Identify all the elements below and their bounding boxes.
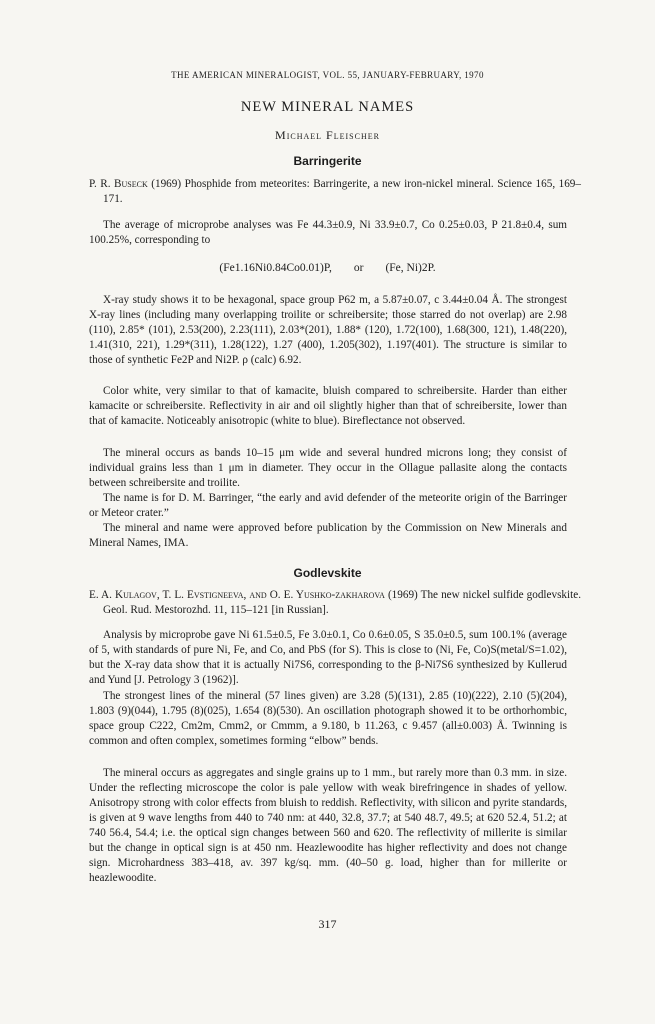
section-heading-godlevskite: Godlevskite [293, 566, 362, 580]
godlevskite-paragraph-1: Analysis by microprobe gave Ni 61.5±0.5, Fe 3.0±0.1, Co 0.6±0.05, S 35.0±0.5, sum 100.1% (average of 5, with standards of pure Ni, Fe, and Co, and PbS (for S). This is close to (Ni, Fe, Co)S(metal/S=1.02), but the X-ray data show that it is actually Ni7S6, corresponding to the β-Ni7S6 synthesized by Kullerud and Yund [J. Petrology 3 (1962)]. [89, 629, 567, 686]
citation-authors: E. A. Kulagov, T. L. Evstigneeva, and O. E. Yushko-zakharova [89, 589, 385, 601]
godlevskite-paragraph-3: The mineral occurs as aggregates and single grains up to 1 mm., but rarely more than 0.3 mm. in size. Under the reflecting microscope the color is pale yellow with weak birefringence in shades of yellow. Anisotropy strong with color effects from bluish to reddish. Reflectivity, with silicon and pyrite standards, is given at 9 wave lengths from 440 to 740 nm: at 440, 32.8, 37.7; at 540 48.7, 49.5; at 620 52.4, 51.2; at 740 56.4, 54.4; i.e. the optical sign changes between 560 and 620. The reflectivity of millerite is similar but the change in optical sign is at 450 nm. Heazlewoodite has higher reflectivity and does not change sign. Microhardness 383–418, av. 397 kg/sq. mm. (40–50 g. load, higher than for millerite or heazlewoodite. [89, 767, 567, 884]
barringerite-paragraph-3: Color white, very similar to that of kamacite, bluish compared to schreibersite. Harder than either kamacite or schreibersite. Reflectivity in air and oil slightly higher than that of schreibersite, lower than that of kamacite. Noticeably anisotropic (white to blue). Bireflectance not observed. [89, 385, 567, 427]
author-name: Michael Fleischer [275, 128, 380, 142]
barringerite-paragraph-1: The average of microprobe analyses was Fe 44.3±0.9, Ni 33.9±0.7, Co 0.25±0.03, P 21.8±0.4, sum 100.25%, corresponding to [89, 219, 567, 246]
citation-barringerite [89, 177, 581, 207]
citation-text: (1969) The new nickel sulfide godlevskite. Geol. Rud. Mestorozhd. 11, 115–121 [in Russian]. [103, 589, 582, 616]
formula-right: (Fe, Ni)2P. [385, 262, 436, 274]
barringerite-paragraph-6: The mineral and name were approved before publication by the Commission on New Minerals and Mineral Names, IMA. [89, 522, 567, 549]
godlevskite-paragraph-2: The strongest lines of the mineral (57 lines given) are 3.28 (5)(131), 2.85 (10)(222), 2.10 (5)(204), 1.803 (9)(044), 1.795 (8)(025), 1.654 (8)(530). An oscillation photograph showed it to be orthorhombic, space group C222, Cm2m, Cmm2, or Cmmm, a 9.180, b 11.263, c 9.457 (all±0.003) Å. Twinning is common and often complex, sometimes forming “elbow” bends. [89, 690, 567, 747]
formula-left: (Fe1.16Ni0.84Co0.01)P, [219, 262, 332, 274]
barringerite-paragraph-2: X-ray study shows it to be hexagonal, space group P62 m, a 5.87±0.07, c 3.44±0.04 Å. The strongest X-ray lines (including many overlapping troilite or schreibersite; those starred do not overlap) are 2.98 (110), 2.85* (101), 2.53(200), 2.23(111), 2.03*(201), 1.88* (120), 1.72(100), 1.68(300, 121), 1.48(220), 1.41(310, 221), 1.29*(311), 1.28(122), 1.27 (400), 1.205(302), 1.197(401). The structure is similar to those of synthetic Fe2P and Ni2P. ρ (calc) 6.92. [89, 294, 567, 366]
chemical-formula [0, 262, 655, 274]
citation-author: P. R. Buseck [89, 178, 148, 190]
barringerite-paragraph-4: The mineral occurs as bands 10–15 μm wide and several hundred microns long; they consist of individual grains less than 1 μm in diameter. They occur in the Ollague pallasite along the contacts between schreibersite and troilite. [89, 447, 567, 489]
citation-godlevskite [89, 588, 581, 618]
page-number: 317 [318, 917, 337, 931]
citation-text: (1969) Phosphide from meteorites: Barringerite, a new iron-nickel mineral. Science 165, 169–171. [103, 178, 581, 205]
section-heading-barringerite: Barringerite [293, 154, 362, 168]
barringerite-paragraph-5: The name is for D. M. Barringer, “the early and avid defender of the meteorite origin of the Barringer or Meteor crater.” [89, 492, 567, 519]
running-head: THE AMERICAN MINERALOGIST, VOL. 55, JANUARY-FEBRUARY, 1970 [171, 70, 484, 80]
formula-or: or [353, 262, 364, 274]
article-title: NEW MINERAL NAMES [240, 99, 415, 115]
